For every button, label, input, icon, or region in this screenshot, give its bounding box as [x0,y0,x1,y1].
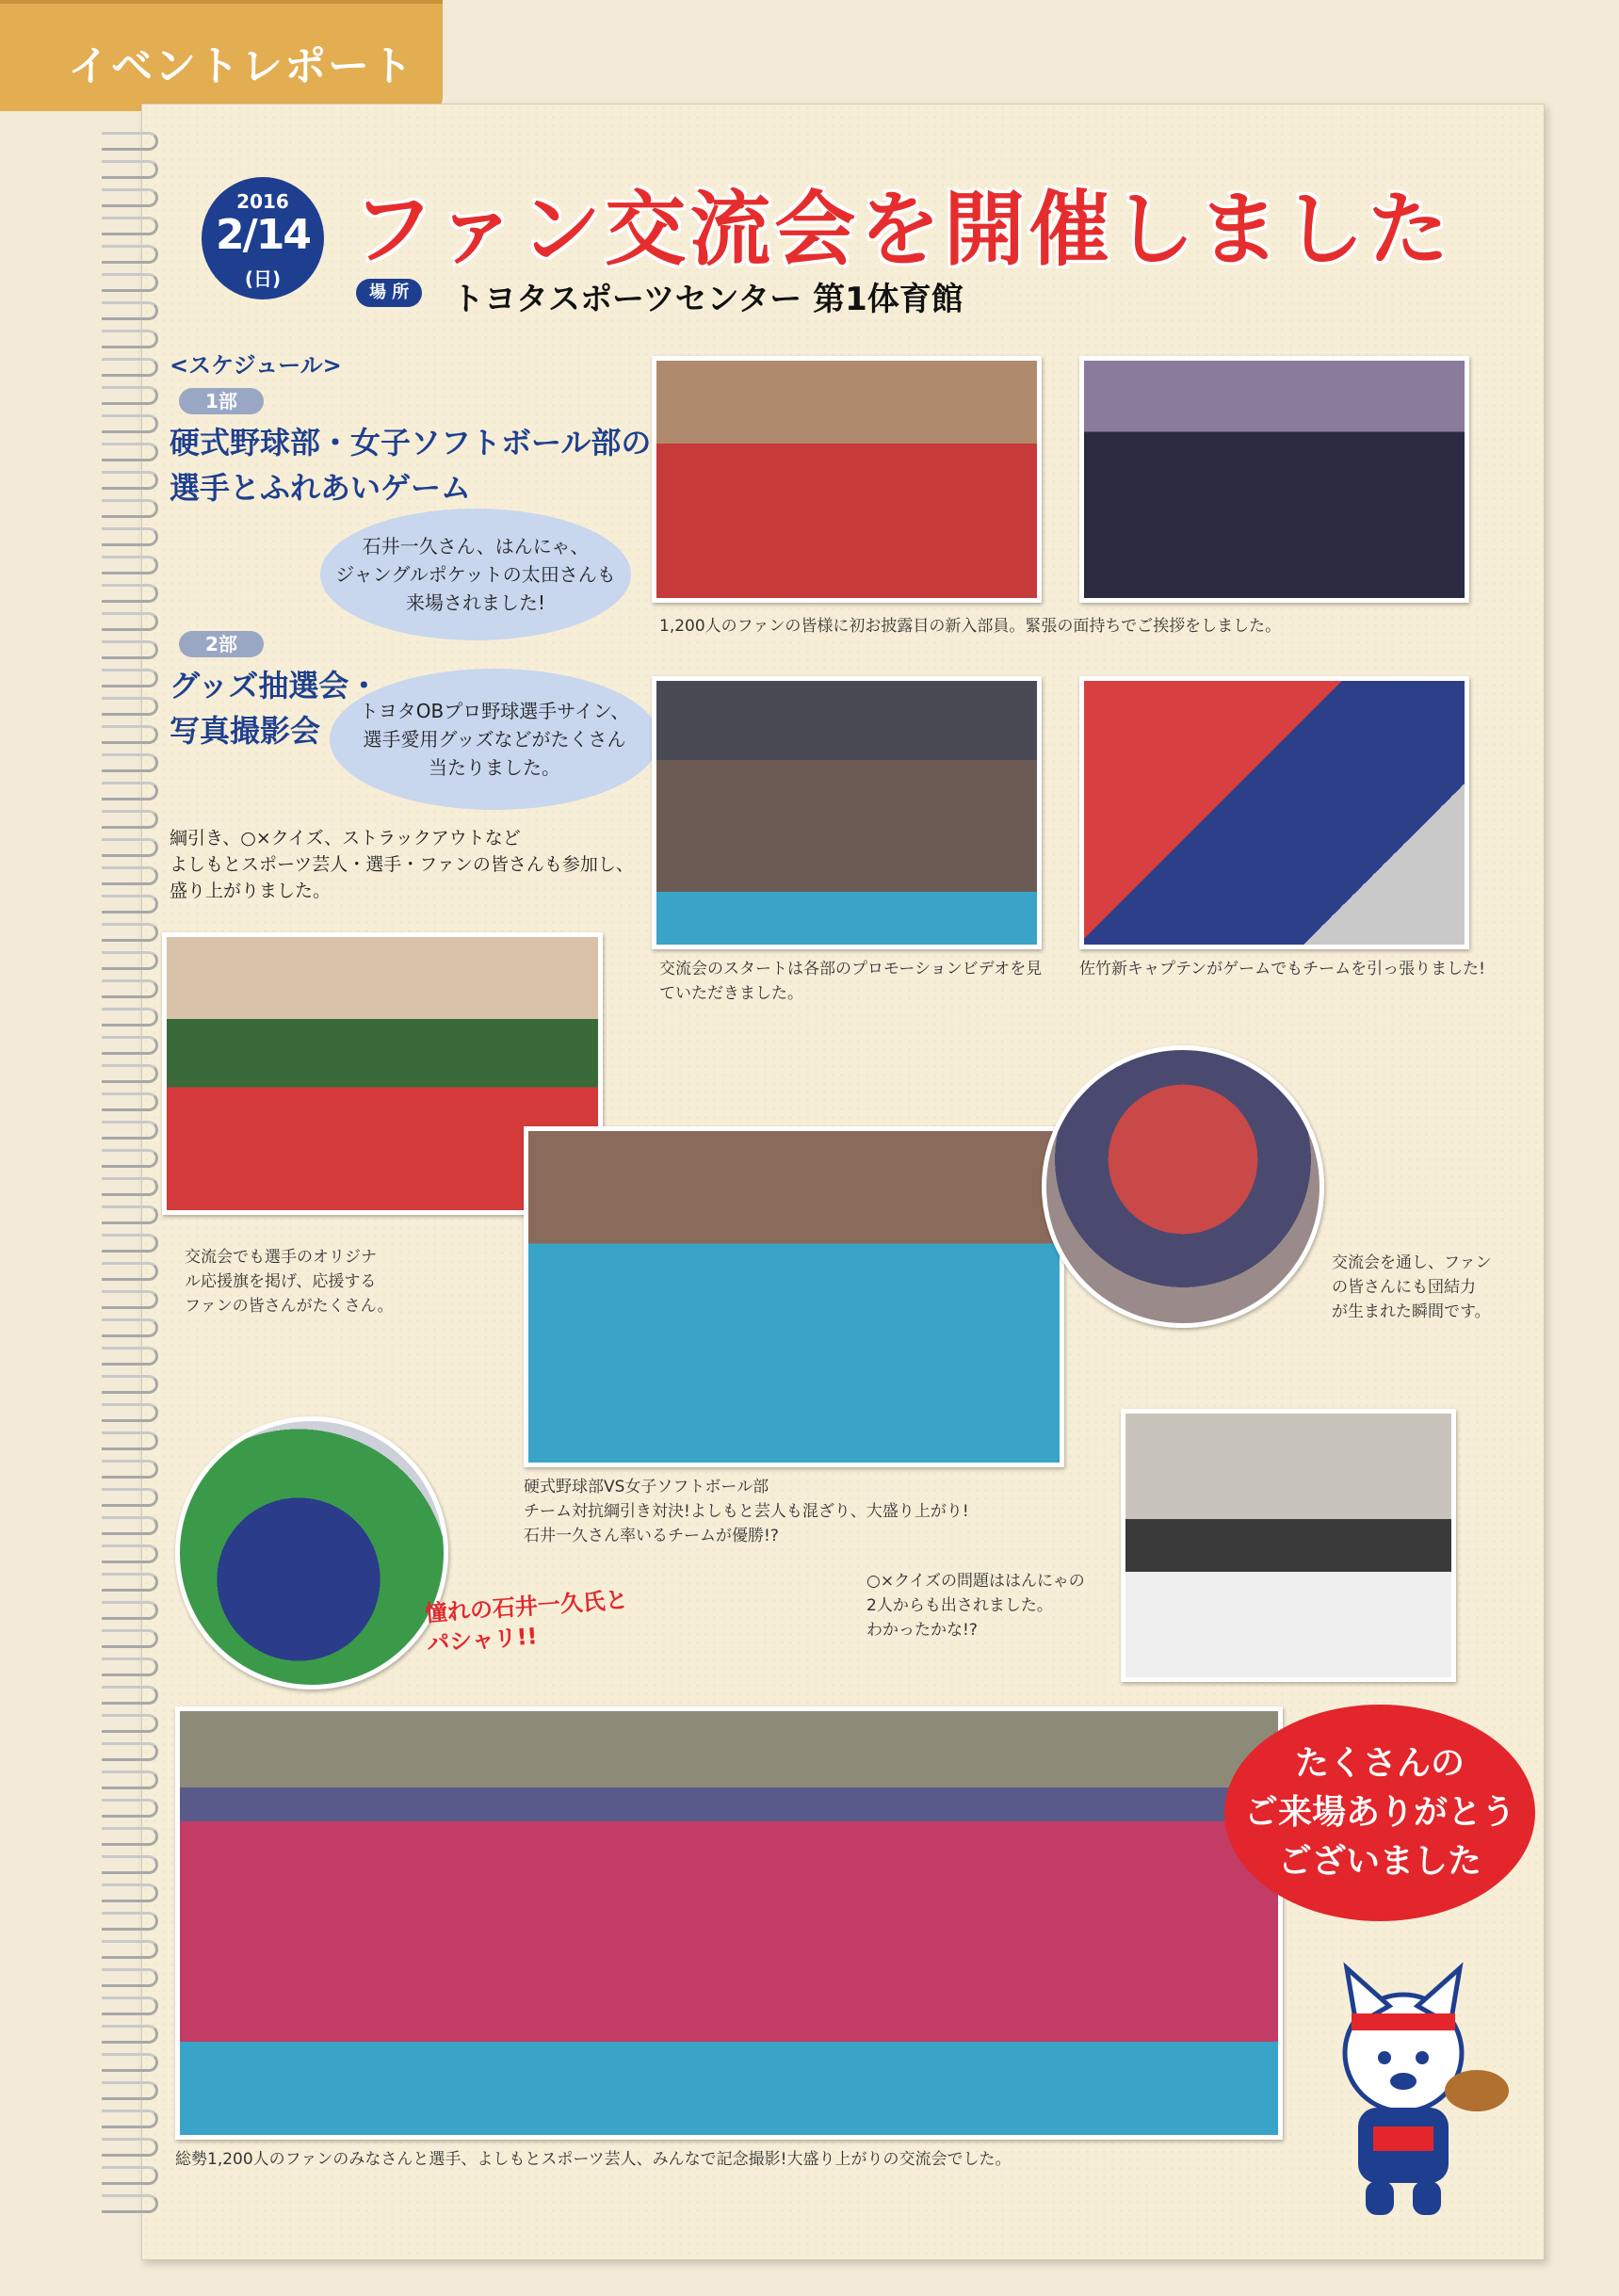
caption-fan-flags [185,1245,394,1318]
binder-ring [102,1714,158,1733]
binder-ring [102,132,158,151]
photo-captain [1079,676,1469,949]
binder-rings [102,132,158,2223]
binder-ring [102,1064,158,1083]
part1-title-line1: 硬式野球部・女子ソフトボール部の [170,425,652,461]
binder-ring [102,1997,158,2015]
binder-ring [102,866,158,885]
binder-ring [102,1262,158,1281]
binder-ring [102,1657,158,1676]
binder-ring [102,1742,158,1761]
binder-ring [102,245,158,264]
photo-ishii-kazuhisa [175,1416,448,1690]
schedule-note [170,825,634,904]
caption-quiz-line1: ○×クイズの問題ははんにゃの [866,1572,1085,1591]
handwritten-note-line2: パシャリ!! [426,1623,539,1657]
binder-ring [102,1403,158,1422]
binder-ring [102,1121,158,1140]
binder-ring [102,358,158,377]
caption-quiz [866,1569,1085,1642]
caption-promo-video-line2: ていただきました。 [659,984,803,1003]
speech-bubble-guests [320,509,631,640]
thank-you-line3: ございました [1277,1842,1481,1881]
binder-ring [102,753,158,772]
bubble2-line1: トヨタOBプロ野球選手サイン、 [359,700,630,722]
category-tab [0,0,443,111]
binder-ring [102,1177,158,1196]
binder-ring [102,1884,158,1902]
binder-ring [102,1968,158,1987]
bubble2-line3: 当たりました。 [429,756,560,779]
binder-ring [102,2166,158,2185]
schedule-note-line1: 綱引き、○×クイズ、ストラックアウトなど [170,828,521,849]
binder-ring [102,782,158,800]
binder-ring [102,330,158,348]
handwritten-note-line1: 憧れの石井一久氏と [424,1586,629,1627]
caption-fan-flags-line1: 交流会でも選手のオリジナ [185,1248,377,1267]
thank-you-line2: ご来場ありがとう [1243,1793,1515,1832]
binder-ring [102,1771,158,1789]
binder-ring [102,923,158,942]
binder-ring [102,471,158,490]
caption-group: 総勢1,200人のファンのみなさんと選手、よしもとスポーツ芸人、みんなで記念撮影!大盛り上がりの交流会でした。 [175,2150,1012,2169]
thank-you-callout [1224,1705,1535,1921]
binder-ring [102,2194,158,2213]
photo-softball-players [1079,356,1469,603]
place-tag: 場 所 [356,279,422,307]
binder-ring [102,414,158,433]
binder-ring [102,1347,158,1366]
bubble1-line2: ジャングルポケットの太田さんも [335,563,616,586]
photo-group [175,1706,1283,2140]
binder-ring [102,1234,158,1253]
binder-ring [102,612,158,631]
binder-ring [102,1460,158,1479]
speech-bubble-prizes [330,669,659,810]
binder-ring [102,1799,158,1818]
caption-fans-cheering-line3: が生まれた瞬間です。 [1332,1302,1491,1321]
binder-ring [102,273,158,292]
place-name: トヨタスポーツセンター 第1体育館 [452,281,963,318]
binder-ring [102,443,158,461]
binder-ring [102,1516,158,1535]
binder-ring [102,556,158,574]
part1-title [170,420,651,510]
binder-ring [102,640,158,659]
binder-ring [102,1686,158,1705]
binder-ring [102,499,158,518]
binder-ring [102,188,158,207]
bubble1-line1: 石井一久さん、はんにゃ、 [362,535,590,558]
binder-ring [102,2138,158,2157]
date-year: 2016 [236,190,289,213]
part2-title-line2: 写真撮影会 [170,713,321,749]
binder-ring [102,2053,158,2072]
schedule-note-line3: 盛り上がりました。 [170,881,332,901]
caption-fan-flags-line3: ファンの皆さんがたくさん。 [185,1297,394,1316]
photo-tug-of-war [524,1126,1064,1467]
mascot-dog-icon [1300,1949,1516,2232]
photo-new-players [652,356,1042,603]
binder-ring [102,1488,158,1507]
binder-ring [102,725,158,744]
binder-ring [102,1629,158,1648]
binder-ring [102,527,158,546]
caption-fans-cheering-line2: の皆さんにも団結力 [1332,1278,1476,1297]
binder-ring [102,1205,158,1224]
binder-ring [102,951,158,970]
caption-fan-flags-line2: ル応援旗を掲げ、応援する [185,1272,377,1291]
part1-title-line2: 選手とふれあいゲーム [170,470,472,506]
binder-ring [102,1544,158,1563]
binder-ring [102,2110,158,2128]
binder-ring [102,979,158,998]
binder-ring [102,1375,158,1394]
caption-new-players: 1,200人のファンの皆様に初お披露目の新入部員。緊張の面持ちでご挨拶をしました。 [659,617,1282,636]
schedule-heading: <スケジュール> [170,352,342,379]
binder-ring [102,584,158,603]
binder-ring [102,301,158,320]
category-tab-label: イベントレポート [68,42,414,90]
photo-promo-video [652,676,1042,949]
caption-fans-cheering [1332,1251,1492,1324]
binder-ring [102,810,158,829]
binder-ring [102,1092,158,1111]
binder-ring [102,838,158,857]
part2-title-line1: グッズ抽選会・ [170,668,380,703]
binder-ring [102,895,158,914]
caption-tug-of-war-line2: チーム対抗綱引き対決!よしもと芸人も混ざり、大盛り上がり! [524,1502,969,1521]
caption-promo-video-line1: 交流会のスタートは各部のプロモーションビデオを見 [659,960,1043,978]
date-month-day: 2/14 [216,211,310,259]
binder-ring [102,1855,158,1874]
bubble1-line3: 来場されました! [405,591,545,614]
part2-pill: 2部 [179,631,264,657]
binder-ring [102,1601,158,1620]
photo-fans-cheering [1042,1045,1324,1328]
binder-ring [102,160,158,179]
caption-tug-of-war [524,1475,969,1548]
date-weekday: (日) [244,267,282,290]
binder-ring [102,1431,158,1450]
binder-ring [102,217,158,235]
binder-ring [102,1036,158,1055]
schedule-note-line2: よしもとスポーツ芸人・選手・ファンの皆さんも参加し、 [170,854,634,875]
caption-quiz-line2: 2人からも出されました。 [866,1596,1053,1615]
binder-ring [102,2025,158,2044]
part1-pill: 1部 [179,388,264,414]
page-title: ファン交流会を開催しました [352,183,1453,277]
caption-tug-of-war-line1: 硬式野球部VS女子ソフトボール部 [524,1478,769,1496]
binder-ring [102,386,158,405]
binder-ring [102,2081,158,2100]
bubble2-line2: 選手愛用グッズなどがたくさん [363,728,626,751]
binder-ring [102,1940,158,1959]
binder-ring [102,1573,158,1592]
binder-ring [102,1912,158,1931]
caption-quiz-line3: わかったかな!? [866,1621,978,1640]
caption-captain: 佐竹新キャプテンがゲームでもチームを引っ張りました! [1079,960,1485,978]
binder-ring [102,1149,158,1168]
binder-ring [102,1290,158,1309]
binder-ring [102,669,158,687]
binder-ring [102,697,158,716]
caption-promo-video [659,957,1042,1006]
binder-ring [102,1827,158,1846]
caption-fans-cheering-line1: 交流会を通し、ファン [1332,1253,1492,1272]
photo-quiz [1121,1409,1456,1682]
date-badge [202,177,324,299]
binder-ring [102,1008,158,1027]
thank-you-line1: たくさんの [1294,1744,1465,1783]
caption-tug-of-war-line3: 石井一久さん率いるチームが優勝!? [524,1527,779,1545]
binder-ring [102,1318,158,1337]
